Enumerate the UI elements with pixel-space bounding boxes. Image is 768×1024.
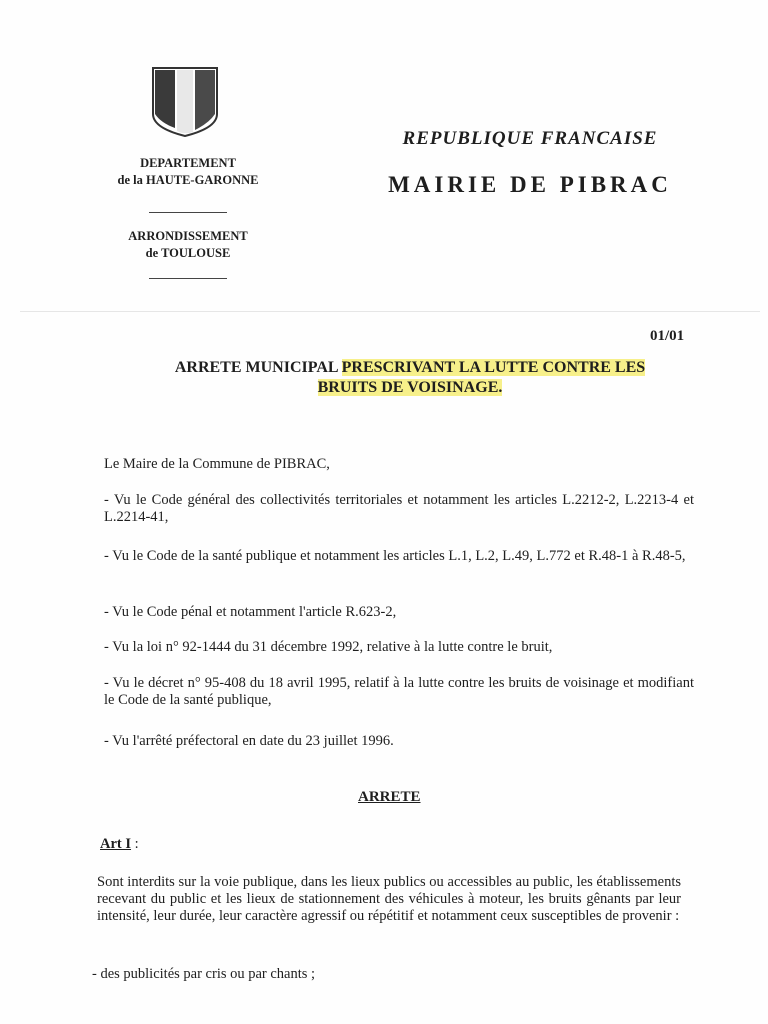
arrondissement-line: de TOULOUSE bbox=[145, 246, 231, 260]
scan-separator bbox=[20, 311, 760, 312]
arrete-heading: ARRETE bbox=[358, 789, 421, 805]
preamble-line: - Vu le Code général des collectivités territoriales et notamment les articles L.2212-2, L.2213-4 et L.2214-41, bbox=[104, 492, 694, 525]
document-title bbox=[130, 358, 690, 398]
title-highlight: PRESCRIVANT LA LUTTE CONTRE LES bbox=[341, 359, 646, 376]
title-highlight: BRUITS DE VOISINAGE. bbox=[317, 379, 503, 396]
department-label bbox=[100, 155, 276, 189]
article-1-text: Sont interdits sur la voie publique, dans les lieux publics ou accessibles au public, les établissements recevant du public et les lieux de stationnement des véhicules à moteur, les bruits gênants par leur intensité, leur durée, leur caractère agressif ou répétitif et notamment ceux susceptibles de provenir : bbox=[97, 874, 681, 924]
arrondissement-line: ARRONDISSEMENT bbox=[128, 229, 248, 243]
department-line: de la HAUTE-GARONNE bbox=[117, 173, 259, 187]
preamble-line: Le Maire de la Commune de PIBRAC, bbox=[104, 456, 330, 472]
preamble-line: - Vu le Code pénal et notamment l'article R.623-2, bbox=[104, 604, 397, 620]
tricolor-shield-icon bbox=[151, 66, 219, 138]
preamble-line: - Vu le décret n° 95-408 du 18 avril 1995, relatif à la lutte contre les bruits de voisinage et modifiant le Code de la santé publique, bbox=[104, 675, 694, 708]
title-text: ARRETE MUNICIPAL bbox=[174, 359, 342, 376]
arrondissement-label bbox=[100, 228, 276, 262]
divider bbox=[149, 212, 227, 213]
mairie-heading: MAIRIE DE PIBRAC bbox=[388, 172, 672, 197]
preamble-line: - Vu la loi n° 92-1444 du 31 décembre 1992, relative à la lutte contre le bruit, bbox=[104, 639, 553, 655]
article-1-item: - des publicités par cris ou par chants ; bbox=[92, 966, 316, 982]
divider bbox=[149, 278, 227, 279]
article-label: Art I bbox=[100, 836, 132, 852]
article-1-label bbox=[100, 836, 139, 853]
article-suffix: : bbox=[131, 836, 139, 852]
preamble-line: - Vu le Code de la santé publique et notamment les articles L.1, L.2, L.49, L.772 et R.48-1 à R.48-5, bbox=[104, 548, 686, 564]
department-line: DEPARTEMENT bbox=[140, 156, 236, 170]
preamble-line: - Vu l'arrêté préfectoral en date du 23 juillet 1996. bbox=[104, 733, 394, 749]
republic-heading: REPUBLIQUE FRANCAISE bbox=[402, 128, 658, 149]
document-number: 01/01 bbox=[650, 328, 685, 344]
